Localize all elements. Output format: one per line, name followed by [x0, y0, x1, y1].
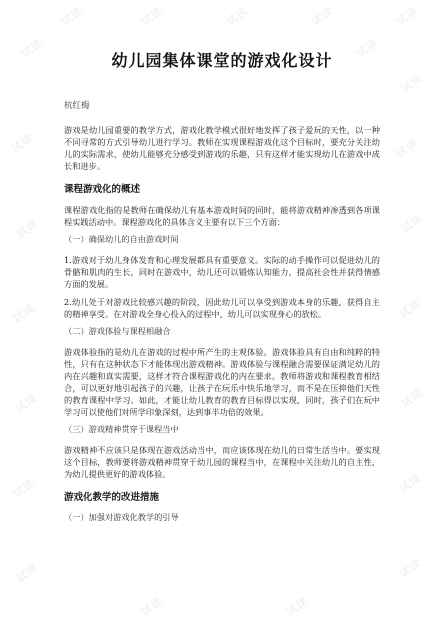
watermark: 试读 — [8, 131, 36, 156]
watermark: 试读 — [398, 386, 426, 411]
watermark: 试读 — [396, 556, 424, 581]
watermark: 试读 — [138, 594, 166, 619]
document-title: 幼儿园集体课堂的游戏化设计 — [111, 51, 333, 70]
watermark: 试读 — [58, 4, 86, 29]
intro-paragraph: 游戏是幼儿园重要的教学方式，游戏化教学模式很好地发挥了孩子爱玩的天性，以一种不同寻常的方式引导幼儿进行学习。教师在实现课程游戏化这个目标时，要充分关注幼儿的实际需求，使幼儿能够充分感受到游戏的乐趣，只有这样才能实现幼儿在游戏中成长和进步。 — [64, 125, 380, 171]
watermark: 试读 — [393, 4, 421, 29]
watermark: 试读 — [12, 391, 40, 416]
watermark: 试读 — [13, 561, 41, 586]
watermark: 试读 — [223, 4, 251, 29]
paragraph: 2.幼儿处于对游戏比较感兴趣的阶段，因此幼儿可以享受到游戏本身的乐趣，获得自主的精神享受。在对游戏全身心投入的过程中，幼儿可以实现身心的放松。 — [64, 297, 380, 319]
section-heading: 游戏化教学的改进措施 — [64, 492, 160, 503]
paragraph: 游戏体验指的是幼儿在游戏的过程中所产生的主观体验。游戏体验具有自由和纯粹的特性，只有在这种状态下才能体现出游戏精神。游戏体验与课程融合需要保证满足幼儿的内在兴趣和真实需要，这样才符合课程游戏化的内在要求。教师将游戏和课程教育相结合，可以更好地引起孩子的兴趣，让孩子在玩乐中快乐地学习，而不是在压抑他们天性的教育课程中学习。如此，才能让幼儿教育的教育目标得以实现，同时，孩子们在玩中学习可以使他们对所学印象深刻，达到事半功倍的效果。 — [64, 347, 380, 417]
watermark: 试读 — [308, 4, 336, 29]
watermark: 试读 — [396, 296, 424, 321]
section-heading: 课程游戏化的概述 — [64, 184, 141, 195]
paragraph: 游戏精神不应该只是体现在游戏活动当中，而应该体现在幼儿的日常生活当中。要实现这个目标，教师要将游戏精神贯穿于幼儿园的课程当中，在课程中关注幼儿的自主性，为幼儿提供更好的游戏体验。 — [64, 445, 380, 479]
subsection-heading: （一）确保幼儿的自由游戏时间 — [64, 234, 179, 244]
watermark: 试读 — [393, 136, 421, 161]
subsection-heading: （一）加强对游戏化教学的引导 — [64, 512, 179, 522]
watermark: 试读 — [398, 211, 426, 236]
watermark: 试读 — [10, 476, 38, 501]
paragraph: 课程游戏化指的是教师在确保幼儿有基本游戏时间的同时，能将游戏精神渗透到各项课程实践活动中。课程游戏化的具体含义主要有以下三个方面： — [64, 205, 380, 227]
subsection-heading: （三）游戏精神贯穿于课程当中 — [64, 424, 179, 434]
subsection-heading: （二）游戏体验与课程相融合 — [64, 326, 171, 336]
watermark: 试读 — [18, 36, 46, 61]
watermark: 试读 — [396, 471, 424, 496]
watermark: 试读 — [10, 301, 38, 326]
document-body — [64, 48, 380, 532]
watermark: 试读 — [283, 594, 311, 619]
author-name: 杭红梅 — [64, 101, 90, 111]
watermark: 试读 — [398, 71, 426, 96]
watermark: 试读 — [138, 4, 166, 29]
watermark: 试读 — [13, 216, 41, 241]
paragraph: 1.游戏对于幼儿身体发育和心理发展都具有重要意义。实际的动手操作可以促进幼儿的骨骼和肌肉的生长，同时在游戏中，幼儿还可以锻炼认知能力，提高社会性并获得情感方面的发展。 — [64, 255, 380, 289]
watermark: 试读 — [353, 36, 381, 61]
